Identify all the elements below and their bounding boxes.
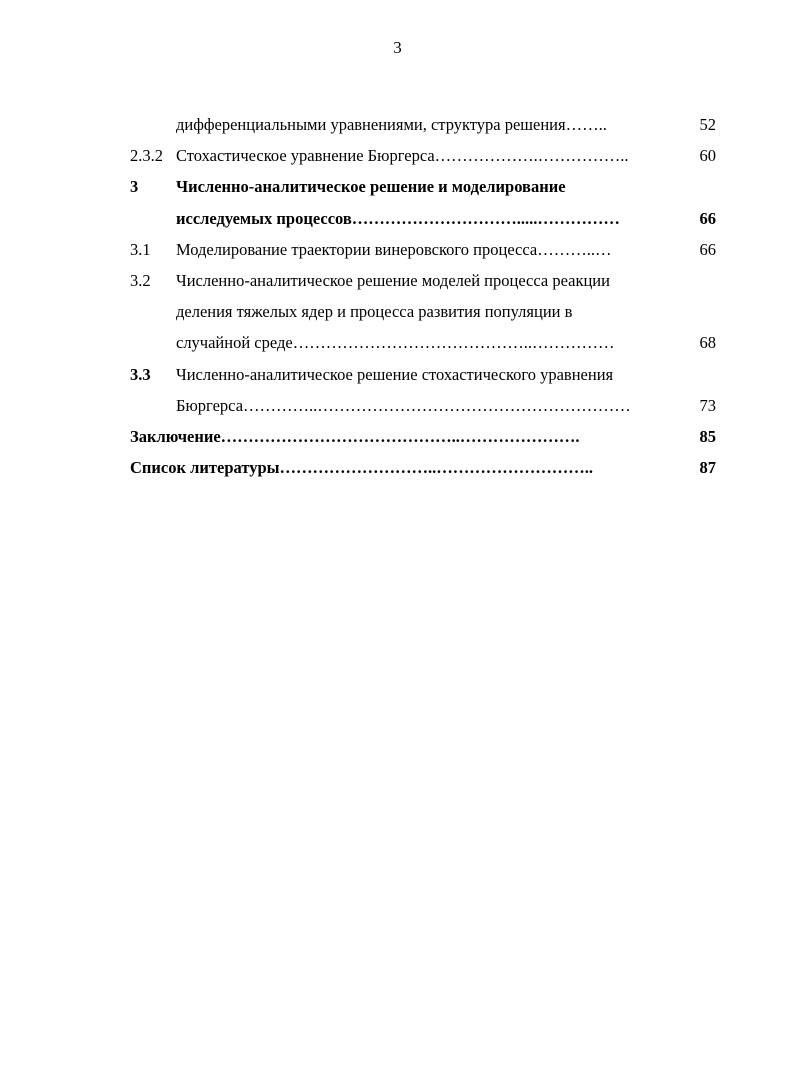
toc-line-text: Список литературы………………………..……………………….. [130,458,594,478]
toc-line-text: дифференциальными уравнениями, структура решения…….. [176,115,607,134]
toc-line [130,362,716,393]
toc-line-page: 68 [699,333,716,353]
toc-line-page: 66 [699,239,716,259]
toc-line-text: деления тяжелых ядер и процесса развития популяции в [176,302,573,322]
toc-line-page: 73 [699,395,716,415]
toc-line-page: 66 [699,208,716,228]
table-of-contents [130,112,716,486]
toc-line-text: случайной среде……………………………………..…………… [176,333,615,353]
toc-line-number: 3.3 [130,364,151,384]
toc-line [130,112,716,143]
toc-line-page: 52 [699,115,716,134]
toc-line-page: 60 [699,146,716,166]
toc-line [130,330,716,361]
toc-line-text: исследуемых процессов………………………….....…………… [176,208,620,228]
toc-line [130,393,716,424]
page-number: 3 [393,38,402,57]
toc-line-text: Численно-аналитическое решение и моделирование [176,177,566,197]
toc-line [130,206,716,237]
toc-line [130,237,716,268]
toc-line [130,143,716,174]
toc-line-number: 3.2 [130,270,151,290]
toc-line-text: Бюргерса…………..………………………………………………… [176,395,631,415]
toc-line-page: 85 [699,426,716,446]
toc-line-text: Численно-аналитическое решение моделей процесса реакции [176,270,610,290]
toc-line [130,268,716,299]
toc-line-page: 87 [699,458,716,478]
toc-line [130,455,716,486]
toc-line-number: 2.3.2 [130,146,163,166]
toc-line-text: Стохастическое уравнение Бюргерса……………….…………….. [176,146,629,166]
toc-line [130,424,716,455]
toc-line-text: Моделирование траектории винеровского процесса………..… [176,239,612,259]
toc-line-text: Заключение……………………………………..…………………. [130,426,580,446]
toc-line-number: 3.1 [130,239,151,259]
toc-line-number: 3 [130,177,139,197]
toc-line-text: Численно-аналитическое решение стохастического уравнения [176,364,614,384]
toc-line [130,174,716,205]
toc-line [130,299,716,330]
